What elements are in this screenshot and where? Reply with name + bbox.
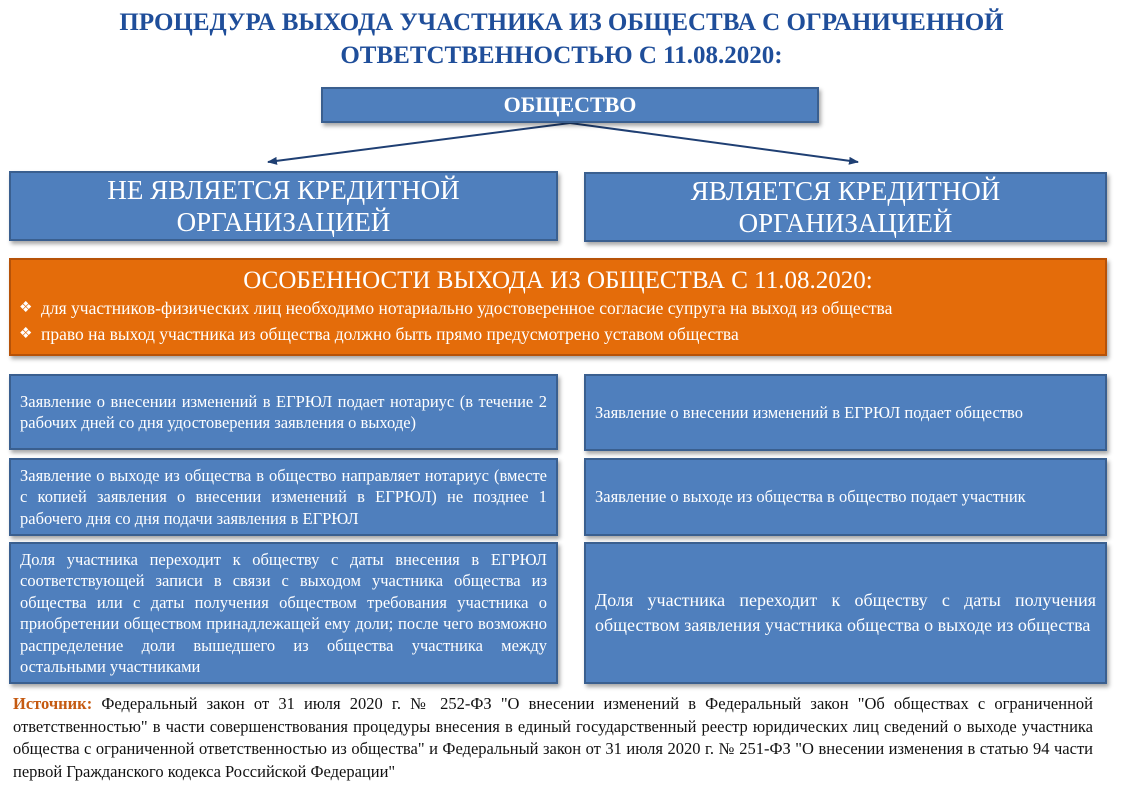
society-label: ОБЩЕСТВО [503,92,637,117]
diamond-bullet-icon: ❖ [19,300,33,316]
features-title: ОСОБЕННОСТИ ВЫХОДА ИЗ ОБЩЕСТВА С 11.08.2020: [243,267,873,294]
right-step-box [584,542,1107,684]
left-step-text: Заявление о выходе из общества в общество направляет нотариус (вместе с копией заявления о внесении изменений в ЕГРЮЛ) не позднее 1 рабочего дня со дня подачи заявления в ЕГРЮЛ [20,465,547,528]
left-step-box [9,374,558,450]
source-note [13,693,1093,783]
diamond-bullet-icon: ❖ [19,326,33,342]
not-credit-org-box [9,171,558,241]
source-label: Источник: [13,694,93,713]
right-step-text: Заявление о выходе из общества в общество подает участник [595,487,1026,507]
feature-item [19,321,1105,347]
feature-text: для участников-физических лиц необходимо нотариально удостоверенное согласие супруга на выход из общества [41,298,893,318]
title-line-2: ОТВЕТСТВЕННОСТЬЮ С 11.08.2020: [340,42,783,69]
credit-org-box [584,172,1107,242]
right-step-text: Заявление о внесении изменений в ЕГРЮЛ подает общество [595,402,1023,422]
arrow-left [268,123,570,162]
right-step-box [584,458,1107,536]
arrow-right [570,123,858,162]
left-step-box [9,542,558,684]
society-box [321,87,819,123]
credit-line-1: ЯВЛЯЕТСЯ КРЕДИТНОЙ [690,176,1001,206]
right-step-box [584,374,1107,451]
left-step-text: Доля участника переходит к обществу с даты внесения в ЕГРЮЛ соответствующей записи в связи с выходом участника общества из общества или с даты получения обществом требования участника о приобретении обществом принадлежащей ему доли; после чего возможно распределение доли вышедшего из общества участника между остальными участниками [20,549,547,676]
features-box [9,258,1107,356]
feature-text: право на выход участника из общества должно быть прямо предусмотрено уставом общества [41,324,739,344]
left-step-text: Заявление о внесении изменений в ЕГРЮЛ подает нотариус (в течение 2 рабочих дней со дня удостоверения заявления о выходе) [20,391,547,432]
not-credit-line-2: ОРГАНИЗАЦИЕЙ [176,207,391,237]
feature-item [19,295,1105,321]
title-line-1: ПРОЦЕДУРА ВЫХОДА УЧАСТНИКА ИЗ ОБЩЕСТВА С ОГРАНИЧЕННОЙ [119,9,1004,36]
left-step-box [9,458,558,536]
right-step-text: Доля участника переходит к обществу с даты получения обществом заявления участника общества о выходе из общества [595,590,1096,635]
not-credit-line-1: НЕ ЯВЛЯЕТСЯ КРЕДИТНОЙ [107,175,460,205]
source-text: Федеральный закон от 31 июля 2020 г. № 252-ФЗ "О внесении изменений в Федеральный закон "Об обществах с ограниченной ответственностью" в части совершенствования процедуры внесения в единый государственный реестр юридических лиц сведений о выходе участника общества с ограниченной ответственностью из общества" и Федеральный закон от 31 июля 2020 г. № 251-ФЗ "О внесении изменения в статью 94 части первой Гражданского кодекса Российской Федерации" [13,694,1093,781]
credit-line-2: ОРГАНИЗАЦИЕЙ [738,208,953,238]
